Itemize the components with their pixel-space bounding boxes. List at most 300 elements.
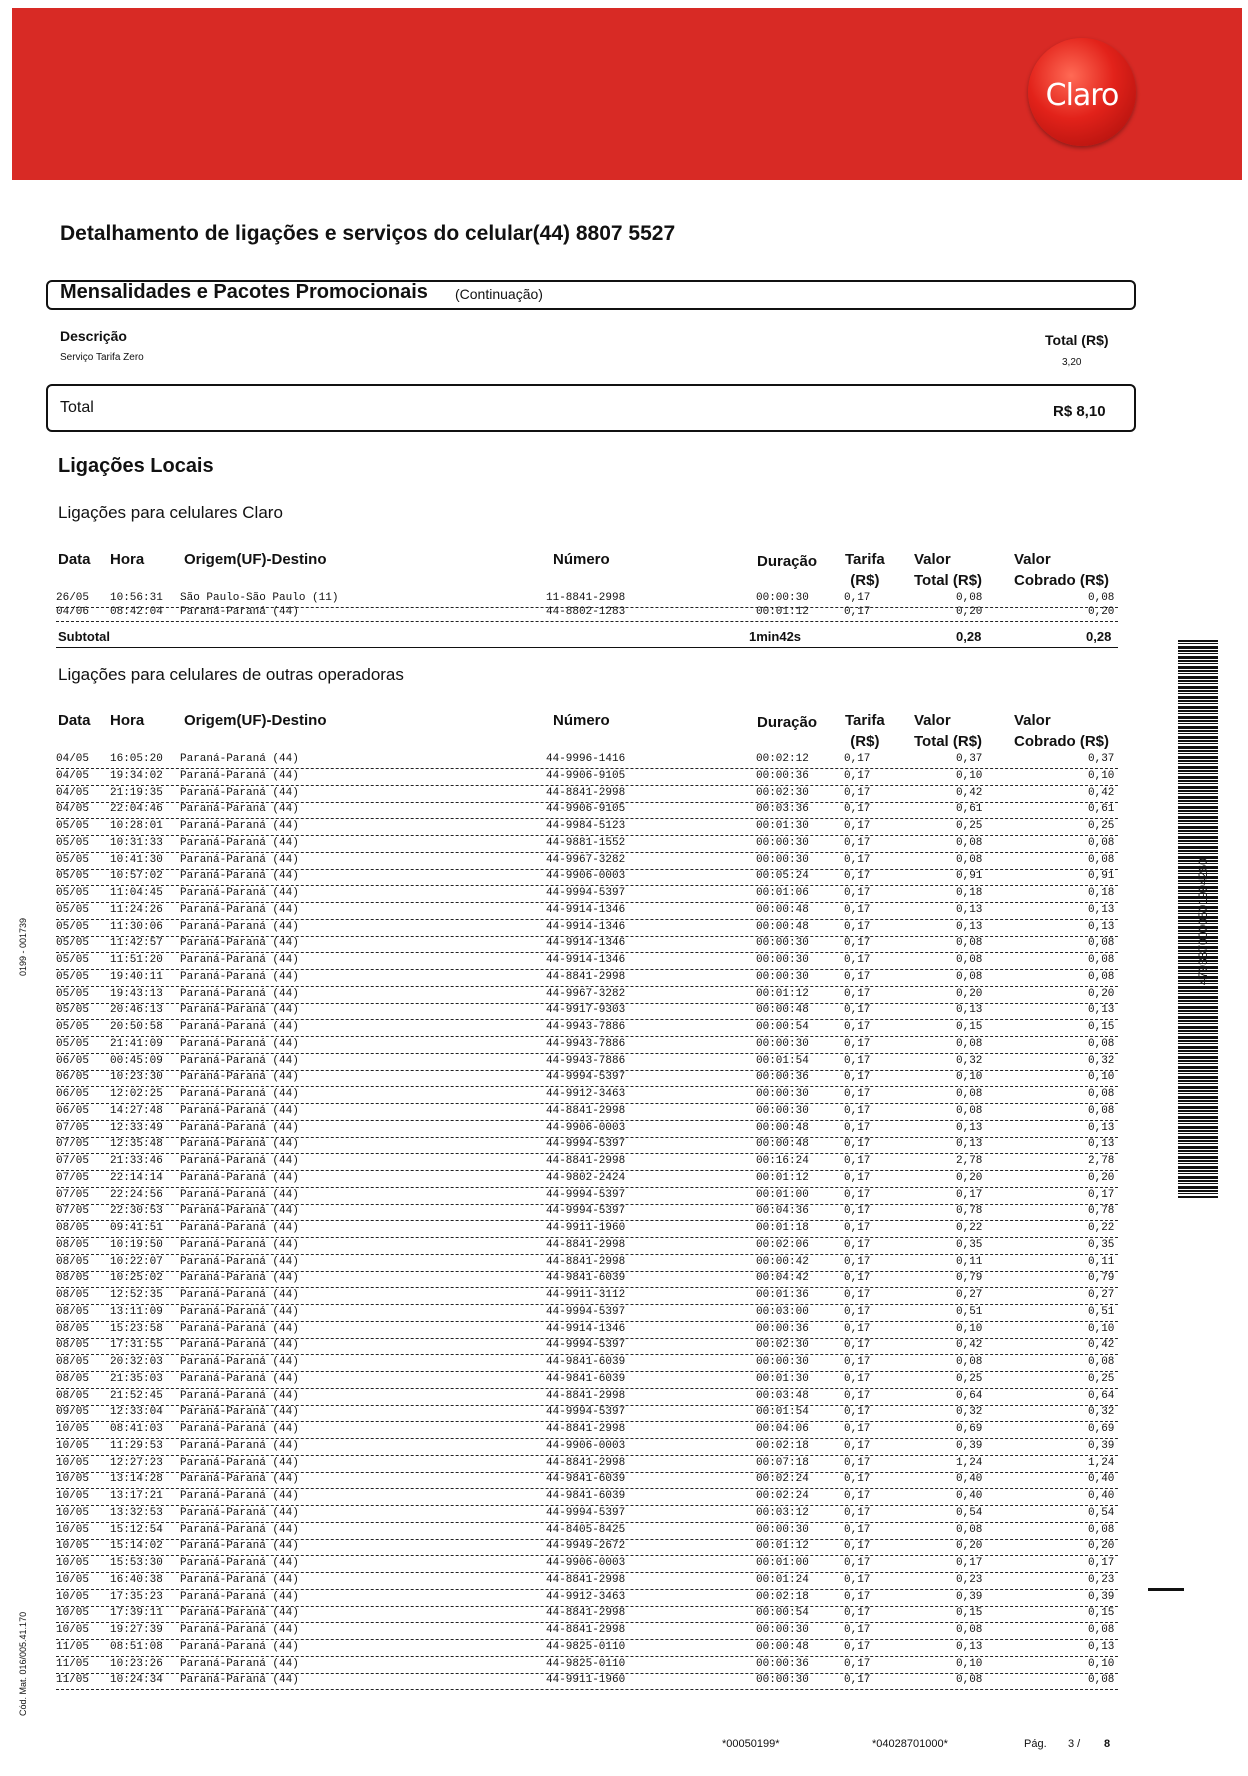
table-row xyxy=(56,769,1118,786)
cell-date: 08/05 xyxy=(56,1255,90,1268)
cell-charged: 0,78 xyxy=(1088,1205,1115,1218)
cell-total: 0,10 xyxy=(956,1322,983,1335)
cell-duration: 00:01:12 xyxy=(756,987,809,1000)
page-total: 8 xyxy=(1104,1738,1111,1750)
cell-date: 26/05 xyxy=(56,592,90,604)
table-row xyxy=(56,1606,1118,1623)
cell-route: Paraná-Paraná (44) xyxy=(180,1356,299,1368)
cell-date: 04/05 xyxy=(56,803,90,816)
cell-time: 11:51:20 xyxy=(110,954,163,966)
cell-charged: 0,91 xyxy=(1088,870,1115,883)
cell-time: 10:23:30 xyxy=(110,1071,163,1084)
barcode-number: 4793370000501994260 xyxy=(1196,858,1210,985)
cell-number: 44-9994-5397 xyxy=(546,1406,626,1419)
cell-total: 0,42 xyxy=(956,1339,983,1352)
header-total: Valor Total (R$) xyxy=(914,551,983,589)
cell-total: 0,15 xyxy=(956,1021,983,1033)
cell-time: 17:35:23 xyxy=(110,1590,163,1603)
cell-charged: 0,08 xyxy=(1088,1523,1115,1536)
cell-time: 20:46:13 xyxy=(110,1004,163,1017)
cell-rate: 0,17 xyxy=(844,870,871,883)
cell-total: 0,08 xyxy=(956,1523,983,1536)
cell-time: 10:28:01 xyxy=(110,820,163,832)
cell-number: 44-9906-9105 xyxy=(546,769,626,782)
table-row xyxy=(56,869,1118,886)
cell-number: 44-8841-2998 xyxy=(546,1573,626,1586)
cell-duration: 00:01:24 xyxy=(756,1573,809,1586)
cell-route: Paraná-Paraná (44) xyxy=(180,1238,299,1251)
cell-charged: 0,15 xyxy=(1088,1021,1115,1033)
cell-route: Paraná-Paraná (44) xyxy=(180,606,299,618)
cell-time: 21:41:09 xyxy=(110,1037,163,1050)
header-duration: Duração xyxy=(757,714,818,731)
cell-charged: 0,42 xyxy=(1088,786,1115,799)
cell-route: Paraná-Paraná (44) xyxy=(180,987,299,1000)
cell-rate: 0,17 xyxy=(844,1205,871,1218)
cell-route: Paraná-Paraná (44) xyxy=(180,1423,299,1435)
cell-date: 07/05 xyxy=(56,1205,90,1218)
cell-rate: 0,17 xyxy=(844,1088,871,1100)
cell-number: 44-9994-5397 xyxy=(546,1071,626,1084)
description-label: Descrição xyxy=(60,328,127,344)
cell-number: 44-8841-2998 xyxy=(546,1607,626,1620)
cell-charged: 0,10 xyxy=(1088,769,1115,782)
cell-total: 0,64 xyxy=(956,1389,983,1402)
cell-total: 0,08 xyxy=(956,592,983,604)
cell-total: 0,69 xyxy=(956,1423,983,1435)
table-row xyxy=(56,1221,1118,1238)
table-row xyxy=(56,1054,1118,1071)
cell-rate: 0,17 xyxy=(844,1272,871,1285)
cell-time: 15:12:54 xyxy=(110,1523,163,1536)
cell-number: 44-9911-1960 xyxy=(546,1674,626,1687)
cell-route: Paraná-Paraná (44) xyxy=(180,1540,299,1553)
cell-charged: 0,25 xyxy=(1088,1372,1115,1385)
cell-rate: 0,17 xyxy=(844,1540,871,1553)
cell-total: 0,08 xyxy=(956,1356,983,1368)
cell-route: Paraná-Paraná (44) xyxy=(180,1674,299,1687)
cell-duration: 00:00:54 xyxy=(756,1607,809,1620)
table-row xyxy=(56,1422,1118,1439)
cell-date: 08/05 xyxy=(56,1339,90,1352)
cell-number: 44-8802-1283 xyxy=(546,606,626,618)
cell-rate: 0,17 xyxy=(844,1155,871,1167)
header-route: Origem(UF)-Destino xyxy=(184,551,327,568)
subtotal-label: Subtotal xyxy=(58,629,110,644)
cell-total: 0,08 xyxy=(956,1104,983,1117)
table-row xyxy=(56,836,1118,853)
header-time: Hora xyxy=(110,712,145,729)
cell-charged: 0,08 xyxy=(1088,1356,1115,1368)
cell-date: 07/05 xyxy=(56,1155,90,1167)
cell-route: Paraná-Paraná (44) xyxy=(180,920,299,933)
cell-route: Paraná-Paraná (44) xyxy=(180,1523,299,1536)
cell-duration: 00:00:48 xyxy=(756,903,809,916)
cell-total: 0,39 xyxy=(956,1590,983,1603)
cell-total: 0,13 xyxy=(956,1121,983,1134)
table-row xyxy=(56,1288,1118,1305)
table-row xyxy=(56,1539,1118,1556)
cell-duration: 00:00:48 xyxy=(756,1004,809,1017)
cell-route: Paraná-Paraná (44) xyxy=(180,1289,299,1301)
cell-rate: 0,17 xyxy=(844,1171,871,1184)
cell-date: 10/05 xyxy=(56,1624,90,1636)
cell-route: Paraná-Paraná (44) xyxy=(180,1104,299,1117)
cell-time: 22:14:14 xyxy=(110,1171,163,1184)
header-route: Origem(UF)-Destino xyxy=(184,712,327,729)
cell-total: 0,35 xyxy=(956,1238,983,1251)
cell-duration: 00:00:30 xyxy=(756,937,809,950)
cell-route: Paraná-Paraná (44) xyxy=(180,1590,299,1603)
cell-duration: 00:01:12 xyxy=(756,1540,809,1553)
cell-number: 44-9943-7886 xyxy=(546,1021,626,1033)
cell-time: 16:05:20 xyxy=(110,753,163,765)
cell-duration: 00:00:30 xyxy=(756,1088,809,1100)
cell-total: 0,13 xyxy=(956,1138,983,1151)
table-row xyxy=(56,1204,1118,1221)
section-subtitle: (Continuação) xyxy=(455,286,543,302)
cell-time: 17:31:55 xyxy=(110,1339,163,1352)
cell-time: 12:02:25 xyxy=(110,1088,163,1100)
cell-route: Paraná-Paraná (44) xyxy=(180,769,299,782)
table-row xyxy=(56,1104,1118,1121)
cell-charged: 0,18 xyxy=(1088,887,1115,899)
cell-date: 10/05 xyxy=(56,1607,90,1620)
cell-time: 12:33:49 xyxy=(110,1121,163,1134)
cell-charged: 0,51 xyxy=(1088,1305,1115,1318)
cell-number: 44-9911-3112 xyxy=(546,1289,626,1301)
footer-code-1: *00050199* xyxy=(722,1738,780,1750)
cell-total: 2,78 xyxy=(956,1155,983,1167)
cell-rate: 0,17 xyxy=(844,954,871,966)
logo-text: Claro xyxy=(1045,78,1119,113)
cell-time: 11:04:45 xyxy=(110,887,163,899)
cell-charged: 0,23 xyxy=(1088,1573,1115,1586)
cell-number: 44-9994-5397 xyxy=(546,1339,626,1352)
cell-route: Paraná-Paraná (44) xyxy=(180,753,299,765)
cell-time: 10:24:34 xyxy=(110,1674,163,1687)
cell-charged: 0,25 xyxy=(1088,820,1115,832)
cell-route: Paraná-Paraná (44) xyxy=(180,870,299,883)
cell-time: 10:23:26 xyxy=(110,1657,163,1670)
table-row xyxy=(56,1154,1118,1171)
cell-rate: 0,17 xyxy=(844,1238,871,1251)
cell-number: 44-8841-2998 xyxy=(546,1104,626,1117)
cell-charged: 0,13 xyxy=(1088,903,1115,916)
cell-route: Paraná-Paraná (44) xyxy=(180,1088,299,1100)
cell-time: 13:14:28 xyxy=(110,1473,163,1486)
cell-charged: 0,32 xyxy=(1088,1406,1115,1419)
cell-rate: 0,17 xyxy=(844,836,871,849)
cell-time: 13:11:09 xyxy=(110,1305,163,1318)
cell-duration: 00:02:12 xyxy=(756,753,809,765)
header-rate: Tarifa (R$) xyxy=(845,551,885,589)
cell-date: 08/05 xyxy=(56,1305,90,1318)
cell-charged: 0,13 xyxy=(1088,1004,1115,1017)
cell-duration: 00:00:48 xyxy=(756,920,809,933)
cell-duration: 00:00:48 xyxy=(756,1138,809,1151)
cell-number: 44-8841-2998 xyxy=(546,1238,626,1251)
cell-charged: 0,17 xyxy=(1088,1188,1115,1201)
cell-charged: 0,69 xyxy=(1088,1423,1115,1435)
cell-charged: 0,11 xyxy=(1088,1255,1115,1268)
cell-time: 19:40:11 xyxy=(110,970,163,983)
cell-number: 44-8841-2998 xyxy=(546,1255,626,1268)
cell-time: 19:27:39 xyxy=(110,1624,163,1636)
cell-date: 06/05 xyxy=(56,1071,90,1084)
cell-charged: 0,13 xyxy=(1088,1138,1115,1151)
cell-total: 0,20 xyxy=(956,1171,983,1184)
cell-route: Paraná-Paraná (44) xyxy=(180,1272,299,1285)
table-row xyxy=(56,1305,1118,1322)
cell-date: 08/05 xyxy=(56,1222,90,1234)
cell-charged: 0,20 xyxy=(1088,987,1115,1000)
cell-date: 10/05 xyxy=(56,1423,90,1435)
header-number: Número xyxy=(553,712,610,729)
cell-charged: 0,32 xyxy=(1088,1054,1115,1067)
cell-duration: 00:00:36 xyxy=(756,1322,809,1335)
cell-time: 12:52:35 xyxy=(110,1289,163,1301)
cell-date: 05/05 xyxy=(56,1004,90,1017)
cell-time: 10:19:50 xyxy=(110,1238,163,1251)
cell-total: 0,20 xyxy=(956,987,983,1000)
cell-date: 08/05 xyxy=(56,1389,90,1402)
cell-duration: 00:02:24 xyxy=(756,1473,809,1486)
cell-charged: 0,17 xyxy=(1088,1557,1115,1569)
cell-route: Paraná-Paraná (44) xyxy=(180,1004,299,1017)
cell-charged: 0,22 xyxy=(1088,1222,1115,1234)
cell-time: 19:34:02 xyxy=(110,769,163,782)
total-box-value: R$ 8,10 xyxy=(1053,403,1106,420)
cell-total: 0,15 xyxy=(956,1607,983,1620)
subtotal-row xyxy=(56,627,1118,648)
cell-number: 44-9914-1346 xyxy=(546,903,626,916)
side-code: 0199 - 001739 xyxy=(18,917,28,976)
cell-rate: 0,17 xyxy=(844,1121,871,1134)
cell-rate: 0,17 xyxy=(844,987,871,1000)
total-item-value: 3,20 xyxy=(1062,357,1082,368)
cell-charged: 0,27 xyxy=(1088,1289,1115,1301)
cell-duration: 00:05:24 xyxy=(756,870,809,883)
cell-total: 0,08 xyxy=(956,1037,983,1050)
cell-charged: 0,61 xyxy=(1088,803,1115,816)
header-total: Valor Total (R$) xyxy=(914,712,983,750)
table-row xyxy=(56,1338,1118,1355)
cell-time: 20:32:03 xyxy=(110,1356,163,1368)
cell-number: 44-9943-7886 xyxy=(546,1054,626,1067)
cell-time: 10:41:30 xyxy=(110,853,163,866)
cell-total: 0,25 xyxy=(956,1372,983,1385)
cell-date: 11/05 xyxy=(56,1640,90,1653)
table-row xyxy=(56,987,1118,1004)
cell-total: 0,17 xyxy=(956,1557,983,1569)
table-row xyxy=(56,920,1118,937)
cell-route: Paraná-Paraná (44) xyxy=(180,853,299,866)
cell-charged: 0,08 xyxy=(1088,970,1115,983)
table-row xyxy=(56,1238,1118,1255)
header-rate: Tarifa (R$) xyxy=(845,712,885,750)
cell-charged: 0,08 xyxy=(1088,853,1115,866)
cell-time: 13:17:21 xyxy=(110,1490,163,1502)
cell-route: Paraná-Paraná (44) xyxy=(180,937,299,950)
cell-date: 09/05 xyxy=(56,1406,90,1419)
cell-charged: 0,40 xyxy=(1088,1490,1115,1502)
table-row xyxy=(56,1355,1118,1372)
cell-date: 04/05 xyxy=(56,769,90,782)
cell-total: 0,18 xyxy=(956,887,983,899)
cell-charged: 0,10 xyxy=(1088,1071,1115,1084)
cell-date: 10/05 xyxy=(56,1490,90,1502)
cell-duration: 00:01:06 xyxy=(756,887,809,899)
cell-duration: 00:00:30 xyxy=(756,853,809,866)
cell-route: Paraná-Paraná (44) xyxy=(180,1138,299,1151)
cell-route: Paraná-Paraná (44) xyxy=(180,1490,299,1502)
cell-time: 21:35:03 xyxy=(110,1372,163,1385)
cell-charged: 0,64 xyxy=(1088,1389,1115,1402)
cell-time: 11:29:53 xyxy=(110,1439,163,1452)
cell-number: 44-9912-3463 xyxy=(546,1088,626,1100)
cell-charged: 0,20 xyxy=(1088,606,1115,618)
table-row xyxy=(56,1322,1118,1339)
cell-date: 06/05 xyxy=(56,1088,90,1100)
cell-duration: 00:01:30 xyxy=(756,820,809,832)
cell-number: 44-9906-9105 xyxy=(546,803,626,816)
cell-rate: 0,17 xyxy=(844,1021,871,1033)
cell-rate: 0,17 xyxy=(844,1305,871,1318)
cell-time: 13:32:53 xyxy=(110,1506,163,1519)
cell-charged: 0,08 xyxy=(1088,1037,1115,1050)
cell-number: 44-9841-6039 xyxy=(546,1473,626,1486)
cell-total: 0,27 xyxy=(956,1289,983,1301)
cell-total: 0,54 xyxy=(956,1506,983,1519)
cell-duration: 00:00:36 xyxy=(756,769,809,782)
cell-rate: 0,17 xyxy=(844,1607,871,1620)
cell-rate: 0,17 xyxy=(844,1104,871,1117)
cell-rate: 0,17 xyxy=(844,1573,871,1586)
cell-route: Paraná-Paraná (44) xyxy=(180,1121,299,1134)
cell-date: 08/05 xyxy=(56,1372,90,1385)
cell-charged: 0,08 xyxy=(1088,592,1115,604)
table-row xyxy=(56,1188,1118,1205)
cell-duration: 00:04:36 xyxy=(756,1205,809,1218)
cell-duration: 00:04:06 xyxy=(756,1423,809,1435)
cell-time: 10:56:31 xyxy=(110,592,163,604)
cell-time: 21:19:35 xyxy=(110,786,163,799)
cell-total: 0,23 xyxy=(956,1573,983,1586)
cell-number: 44-9996-1416 xyxy=(546,753,626,765)
cell-charged: 2,78 xyxy=(1088,1155,1115,1167)
cell-time: 12:35:48 xyxy=(110,1138,163,1151)
cell-duration: 00:01:18 xyxy=(756,1222,809,1234)
cell-number: 44-9967-3282 xyxy=(546,853,626,866)
cell-route: São Paulo-São Paulo (11) xyxy=(180,592,339,604)
cell-time: 15:23:58 xyxy=(110,1322,163,1335)
cell-number: 44-9841-6039 xyxy=(546,1372,626,1385)
cell-route: Paraná-Paraná (44) xyxy=(180,1322,299,1335)
cell-route: Paraná-Paraná (44) xyxy=(180,1071,299,1084)
cell-time: 11:30:06 xyxy=(110,920,163,933)
cell-duration: 00:07:18 xyxy=(756,1456,809,1469)
cell-date: 11/05 xyxy=(56,1674,90,1687)
page-number: 3 / xyxy=(1068,1738,1081,1750)
cell-charged: 0,15 xyxy=(1088,1607,1115,1620)
cell-route: Paraná-Paraná (44) xyxy=(180,1456,299,1469)
cell-date: 07/05 xyxy=(56,1171,90,1184)
table-row xyxy=(56,819,1118,836)
cell-time: 19:43:13 xyxy=(110,987,163,1000)
cell-charged: 0,08 xyxy=(1088,937,1115,950)
cell-charged: 0,40 xyxy=(1088,1473,1115,1486)
cell-total: 0,10 xyxy=(956,1071,983,1084)
cell-time: 08:42:04 xyxy=(110,606,163,618)
cell-time: 22:30:53 xyxy=(110,1205,163,1218)
cell-total: 0,08 xyxy=(956,1624,983,1636)
table-row xyxy=(56,802,1118,819)
cell-date: 05/05 xyxy=(56,970,90,983)
cell-charged: 0,08 xyxy=(1088,954,1115,966)
cell-duration: 00:01:54 xyxy=(756,1406,809,1419)
cell-number: 44-9994-5397 xyxy=(546,887,626,899)
cell-number: 44-9967-3282 xyxy=(546,987,626,1000)
cell-rate: 0,17 xyxy=(844,887,871,899)
table-row xyxy=(56,1389,1118,1406)
cell-route: Paraná-Paraná (44) xyxy=(180,1473,299,1486)
cell-total: 0,78 xyxy=(956,1205,983,1218)
cell-duration: 00:01:54 xyxy=(756,1054,809,1067)
cell-charged: 0,42 xyxy=(1088,1339,1115,1352)
table-row xyxy=(56,1623,1118,1640)
cell-number: 44-9914-1346 xyxy=(546,920,626,933)
cell-total: 0,40 xyxy=(956,1473,983,1486)
cell-route: Paraná-Paraná (44) xyxy=(180,1624,299,1636)
cell-charged: 0,08 xyxy=(1088,1088,1115,1100)
cell-total: 1,24 xyxy=(956,1456,983,1469)
cell-charged: 0,10 xyxy=(1088,1322,1115,1335)
cell-total: 0,08 xyxy=(956,954,983,966)
cell-duration: 00:00:30 xyxy=(756,1674,809,1687)
cell-rate: 0,17 xyxy=(844,592,871,604)
cell-duration: 00:00:48 xyxy=(756,1640,809,1653)
cell-date: 07/05 xyxy=(56,1188,90,1201)
cell-time: 08:51:08 xyxy=(110,1640,163,1653)
cell-number: 11-8841-2998 xyxy=(546,592,626,604)
cell-time: 22:24:56 xyxy=(110,1188,163,1201)
cell-rate: 0,17 xyxy=(844,1624,871,1636)
cell-route: Paraná-Paraná (44) xyxy=(180,1439,299,1452)
cell-duration: 00:03:48 xyxy=(756,1389,809,1402)
cell-rate: 0,17 xyxy=(844,1640,871,1653)
cell-rate: 0,17 xyxy=(844,1590,871,1603)
cell-duration: 00:02:06 xyxy=(756,1238,809,1251)
cell-rate: 0,17 xyxy=(844,753,871,765)
cell-date: 05/05 xyxy=(56,1021,90,1033)
cell-rate: 0,17 xyxy=(844,1222,871,1234)
table-row xyxy=(56,953,1118,970)
cell-rate: 0,17 xyxy=(844,1289,871,1301)
side-mark xyxy=(1148,1588,1184,1591)
cell-duration: 00:00:48 xyxy=(756,1121,809,1134)
cell-number: 44-9994-5397 xyxy=(546,1305,626,1318)
page-title: Detalhamento de ligações e serviços do celular(44) 8807 5527 xyxy=(60,222,676,245)
cell-date: 05/05 xyxy=(56,820,90,832)
cell-route: Paraná-Paraná (44) xyxy=(180,903,299,916)
cell-duration: 00:02:18 xyxy=(756,1439,809,1452)
cell-duration: 00:00:30 xyxy=(756,1523,809,1536)
cell-charged: 0,20 xyxy=(1088,1540,1115,1553)
cell-total: 0,08 xyxy=(956,853,983,866)
cell-time: 10:22:07 xyxy=(110,1255,163,1268)
cell-date: 05/05 xyxy=(56,903,90,916)
